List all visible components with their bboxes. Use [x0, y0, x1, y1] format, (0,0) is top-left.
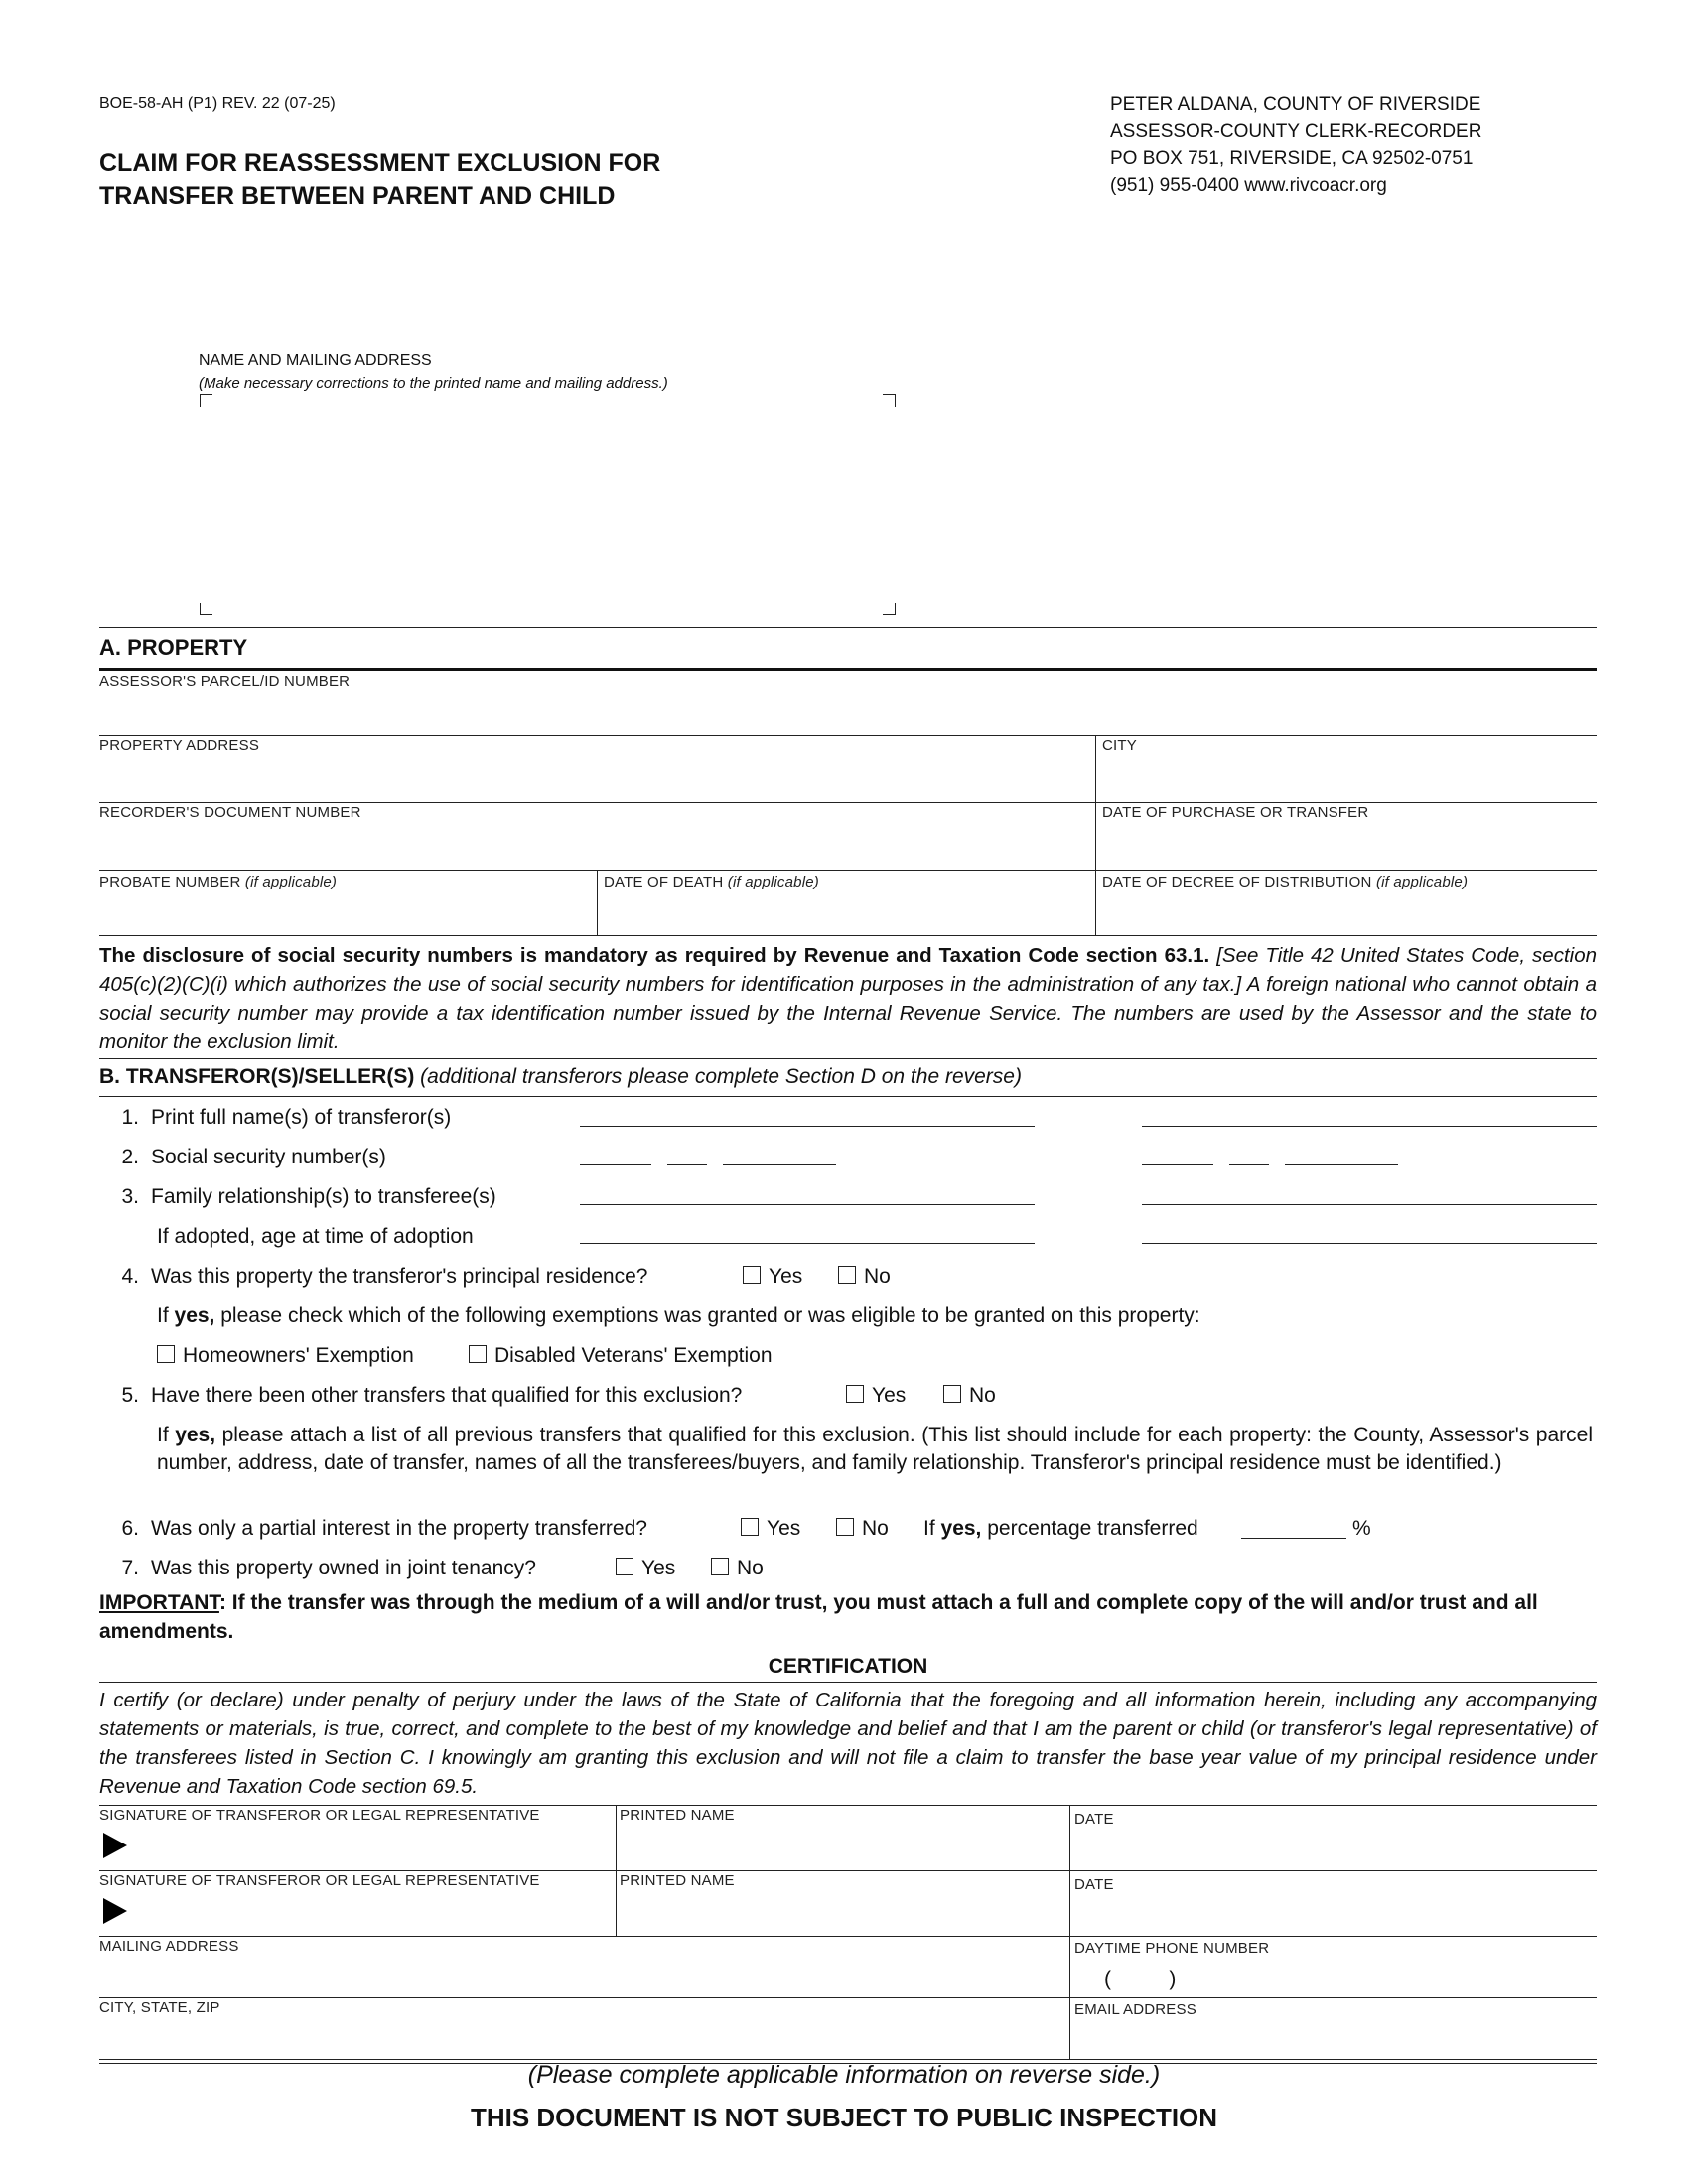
section-b-note: (additional transferors please complete Section D on the reverse): [414, 1065, 1022, 1088]
q4-if: If: [157, 1304, 175, 1327]
death-note: (if applicable): [727, 874, 819, 890]
date-of-death-label: [604, 874, 819, 890]
death-label-text: DATE OF DEATH: [604, 874, 724, 890]
date-of-death-field[interactable]: [602, 891, 1090, 933]
q4-if-yes: yes,: [174, 1304, 215, 1327]
q7-no-option[interactable]: [711, 1557, 764, 1580]
property-address-field[interactable]: [99, 756, 1090, 800]
q5-text: Have there been other transfers that qualified for this exclusion?: [151, 1384, 743, 1407]
title-line-2: TRANSFER BETWEEN PARENT AND CHILD: [99, 182, 616, 209]
form-id: BOE-58-AH (P1) REV. 22 (07-25): [99, 95, 336, 112]
ssn-1-part-2[interactable]: [667, 1164, 707, 1165]
q5-yes-option[interactable]: [846, 1384, 906, 1408]
field-divider: [1069, 1805, 1070, 2059]
email-address-field[interactable]: [1074, 2021, 1591, 2055]
q4-yes-option[interactable]: [743, 1265, 802, 1289]
important-label: IMPORTANT: [99, 1591, 219, 1614]
daytime-phone-label: DAYTIME PHONE NUMBER: [1074, 1940, 1270, 1957]
q3-text: Family relationship(s) to transferee(s): [151, 1185, 496, 1208]
decree-note: (if applicable): [1375, 874, 1469, 890]
reverse-side-note: (Please complete applicable information on reverse side.): [527, 2061, 1161, 2089]
ssn-2-part-3[interactable]: [1285, 1164, 1398, 1165]
q4-followup: [157, 1304, 1200, 1328]
q5-if-yes: yes,: [175, 1424, 216, 1446]
date-purchase-label: DATE OF PURCHASE OR TRANSFER: [1102, 804, 1369, 821]
percent-sign: %: [1352, 1517, 1371, 1540]
percentage-field[interactable]: [1241, 1538, 1346, 1539]
q6-percentage: [923, 1517, 1198, 1541]
q7-yes-option[interactable]: [616, 1557, 675, 1580]
mailing-address-2-field[interactable]: [99, 1958, 1062, 1995]
q6-yes-option[interactable]: [741, 1517, 800, 1541]
city-state-zip-label: CITY, STATE, ZIP: [99, 1999, 220, 2016]
veterans-exemption-option[interactable]: [469, 1344, 773, 1368]
printed-name-1-label: PRINTED NAME: [620, 1807, 735, 1824]
q4-if-rest: please check which of the following exemptions was granted or was eligible to be granted on this property:: [214, 1304, 1200, 1327]
adoption-age-1-field[interactable]: [580, 1243, 1035, 1244]
ssn-1-part-3[interactable]: [723, 1164, 836, 1165]
divider: [99, 1870, 1597, 1871]
divider: [99, 1682, 1597, 1683]
question-7: [99, 1557, 536, 1580]
city-label: CITY: [1102, 737, 1137, 753]
field-divider: [99, 802, 1597, 803]
sign-here-arrow-icon: [103, 1898, 127, 1924]
printed-name-2-field[interactable]: [620, 1892, 1064, 1932]
question-3: [99, 1185, 496, 1209]
no-label: No: [864, 1265, 891, 1288]
checkbox[interactable]: [711, 1558, 729, 1575]
divider: [99, 1058, 1597, 1059]
homeowners-exemption-option[interactable]: [157, 1344, 414, 1368]
mailing-label: NAME AND MAILING ADDRESS: [199, 352, 432, 369]
q6-pct-label: percentage transferred: [981, 1517, 1198, 1540]
veterans-label: Disabled Veterans' Exemption: [494, 1344, 773, 1367]
field-divider: [99, 735, 1597, 736]
checkbox[interactable]: [743, 1266, 761, 1284]
email-address-label: EMAIL ADDRESS: [1074, 2001, 1196, 2018]
address-window-corner: [883, 394, 896, 407]
q3-number: 3.: [121, 1185, 139, 1208]
q6-if: If: [923, 1517, 941, 1540]
yes-label: Yes: [872, 1384, 907, 1407]
checkbox[interactable]: [838, 1266, 856, 1284]
printed-name-1-field[interactable]: [620, 1827, 1064, 1866]
yes-label: Yes: [769, 1265, 803, 1288]
q5-number: 5.: [121, 1384, 139, 1407]
recorder-document-label: RECORDER'S DOCUMENT NUMBER: [99, 804, 361, 821]
important-text: : If the transfer was through the medium of a will and/or trust, you must attach a full and complete copy of the will and/or trust and all amendments.: [99, 1591, 1538, 1643]
q4-no-option[interactable]: [838, 1265, 891, 1289]
mailing-note: (Make necessary corrections to the printed name and mailing address.): [199, 375, 668, 392]
checkbox[interactable]: [943, 1385, 961, 1403]
field-divider: [99, 870, 1597, 871]
q7-text: Was this property owned in joint tenancy?: [151, 1557, 536, 1579]
date-1-field[interactable]: [1074, 1831, 1591, 1866]
ssn-2-part-2[interactable]: [1229, 1164, 1269, 1165]
phone-area-code[interactable]: ( ): [1104, 1968, 1177, 1990]
divider: [99, 627, 1597, 628]
mailing-address-2-label: MAILING ADDRESS: [99, 1938, 239, 1955]
field-divider: [1095, 735, 1096, 935]
address-window-corner: [200, 394, 212, 407]
agency-line-1: PETER ALDANA, COUNTY OF RIVERSIDE: [1110, 94, 1481, 115]
checkbox[interactable]: [157, 1345, 175, 1363]
probate-note: (if applicable): [244, 874, 338, 890]
q7-number: 7.: [121, 1557, 139, 1579]
probate-number-label: [99, 874, 337, 890]
agency-line-2: ASSESSOR-COUNTY CLERK-RECORDER: [1110, 121, 1482, 142]
q2-text: Social security number(s): [151, 1146, 386, 1168]
title-line-1: CLAIM FOR REASSESSMENT EXCLUSION FOR: [99, 149, 661, 177]
q2-number: 2.: [121, 1146, 139, 1168]
question-4: [99, 1265, 647, 1289]
public-inspection-notice: THIS DOCUMENT IS NOT SUBJECT TO PUBLIC INSPECTION: [470, 2103, 1218, 2132]
probate-number-field[interactable]: [99, 891, 592, 933]
no-label: No: [737, 1557, 764, 1579]
q1-number: 1.: [121, 1106, 139, 1129]
ssn-1-part-1[interactable]: [580, 1164, 651, 1165]
checkbox[interactable]: [846, 1385, 864, 1403]
section-a-rule: [99, 668, 1597, 671]
checkbox[interactable]: [469, 1345, 487, 1363]
printed-name-2-label: PRINTED NAME: [620, 1872, 735, 1889]
no-label: No: [862, 1517, 889, 1540]
ssn-disclosure: [99, 941, 1597, 1056]
date-1-label: DATE: [1074, 1811, 1114, 1828]
certification-heading: CERTIFICATION: [768, 1655, 928, 1678]
decree-date-label: [1102, 874, 1468, 890]
relationship-2-field[interactable]: [1142, 1204, 1597, 1205]
no-label: No: [969, 1384, 996, 1407]
checkbox[interactable]: [741, 1518, 759, 1536]
recorder-document-field[interactable]: [99, 824, 1090, 868]
signature-2-field[interactable]: [133, 1892, 610, 1932]
divider: [99, 1997, 1597, 1998]
city-field[interactable]: [1100, 756, 1597, 800]
form-title: [99, 147, 660, 212]
divider: [99, 1936, 1597, 1937]
signature-2-label: SIGNATURE OF TRANSFEROR OR LEGAL REPRESENTATIVE: [99, 1872, 540, 1889]
agency-line-3: PO BOX 751, RIVERSIDE, CA 92502-0751: [1110, 148, 1474, 169]
property-address-label: PROPERTY ADDRESS: [99, 737, 260, 753]
ssn-2-part-1[interactable]: [1142, 1164, 1213, 1165]
q5-followup: [157, 1422, 1593, 1477]
adoption-age-label: If adopted, age at time of adoption: [157, 1225, 474, 1248]
q4-number: 4.: [121, 1265, 139, 1288]
city-state-zip-field[interactable]: [99, 2019, 1062, 2055]
section-a-heading: A. PROPERTY: [99, 635, 248, 660]
signature-1-label: SIGNATURE OF TRANSFEROR OR LEGAL REPRESENTATIVE: [99, 1807, 540, 1824]
parcel-number-field[interactable]: [99, 693, 1597, 733]
decree-date-field[interactable]: [1100, 891, 1597, 933]
mailing-address-label: [199, 349, 668, 395]
decree-label-text: DATE OF DECREE OF DISTRIBUTION: [1102, 874, 1372, 890]
address-window-corner: [200, 603, 212, 615]
question-6: [99, 1517, 647, 1541]
question-2: [99, 1146, 386, 1169]
field-divider: [597, 870, 598, 935]
question-1: [99, 1106, 451, 1130]
parcel-number-label: ASSESSOR'S PARCEL/ID NUMBER: [99, 673, 351, 690]
q6-text: Was only a partial interest in the property transferred?: [151, 1517, 647, 1540]
q6-number: 6.: [121, 1517, 139, 1540]
disclosure-italic: [See Title 42 United States Code, section 405(c)(2)(C)(i) which authorizes the use of social security numbers for identification purposes in the administration of any tax.] A foreign national who cannot obtain a social security number may provide a tax identification number issued by the Internal Revenue Service. The numbers are used by the Assessor and the state to monitor the exclusion limit.: [99, 944, 1598, 1053]
checkbox[interactable]: [836, 1518, 854, 1536]
important-notice: [99, 1588, 1597, 1646]
disclosure-bold: The disclosure of social security numbers is mandatory as required by Revenue and Taxation Code section 63.1.: [99, 944, 1210, 967]
divider: [99, 1096, 1597, 1097]
date-2-label: DATE: [1074, 1876, 1114, 1893]
q1-text: Print full name(s) of transferor(s): [151, 1106, 452, 1129]
adoption-age-2-field[interactable]: [1142, 1243, 1597, 1244]
q5-if-rest: please attach a list of all previous transfers that qualified for this exclusion. (This list should include for each property: the County, Assessor's parcel number, address, date of transfer, names of all the transferees/buyers, and family relationship. Transferor's principal residence must be identified.): [157, 1424, 1593, 1474]
field-divider: [99, 935, 1597, 936]
date-2-field[interactable]: [1074, 1896, 1591, 1932]
date-purchase-field[interactable]: [1100, 824, 1597, 868]
relationship-1-field[interactable]: [580, 1204, 1035, 1205]
yes-label: Yes: [641, 1557, 676, 1579]
divider: [99, 2059, 1597, 2060]
sign-here-arrow-icon: [103, 1833, 127, 1858]
question-5: [99, 1384, 742, 1408]
homeowners-label: Homeowners' Exemption: [183, 1344, 414, 1367]
checkbox[interactable]: [616, 1558, 633, 1575]
q6-no-option[interactable]: [836, 1517, 889, 1541]
q5-if: If: [157, 1424, 176, 1446]
address-window-corner: [883, 603, 896, 615]
certification-text: I certify (or declare) under penalty of perjury under the laws of the State of California that the foregoing and all information herein, including any accompanying statements or materials, is true, correct, and complete to the best of my knowledge and belief and that I am the parent or child (or transferor's legal representative) of the transferees listed in Section C. I knowingly am granting this exclusion and will not file a claim to transfer the base year value of my principal residence under Revenue and Taxation Code section 69.5.: [99, 1689, 1597, 1798]
yes-label: Yes: [767, 1517, 801, 1540]
transferor-name-2-field[interactable]: [1142, 1126, 1597, 1127]
agency-line-4: (951) 955-0400 www.rivcoacr.org: [1110, 175, 1387, 196]
divider: [99, 1805, 1597, 1806]
probate-label-text: PROBATE NUMBER: [99, 874, 241, 890]
signature-1-field[interactable]: [133, 1827, 610, 1866]
transferor-name-1-field[interactable]: [580, 1126, 1035, 1127]
section-b-heading: [99, 1065, 1022, 1089]
q4-text: Was this property the transferor's principal residence?: [151, 1265, 648, 1288]
q6-if-yes: yes,: [940, 1517, 982, 1540]
section-b-title: B. TRANSFEROR(S)/SELLER(S): [99, 1065, 415, 1088]
agency-block: [1110, 91, 1481, 199]
q5-no-option[interactable]: [943, 1384, 996, 1408]
